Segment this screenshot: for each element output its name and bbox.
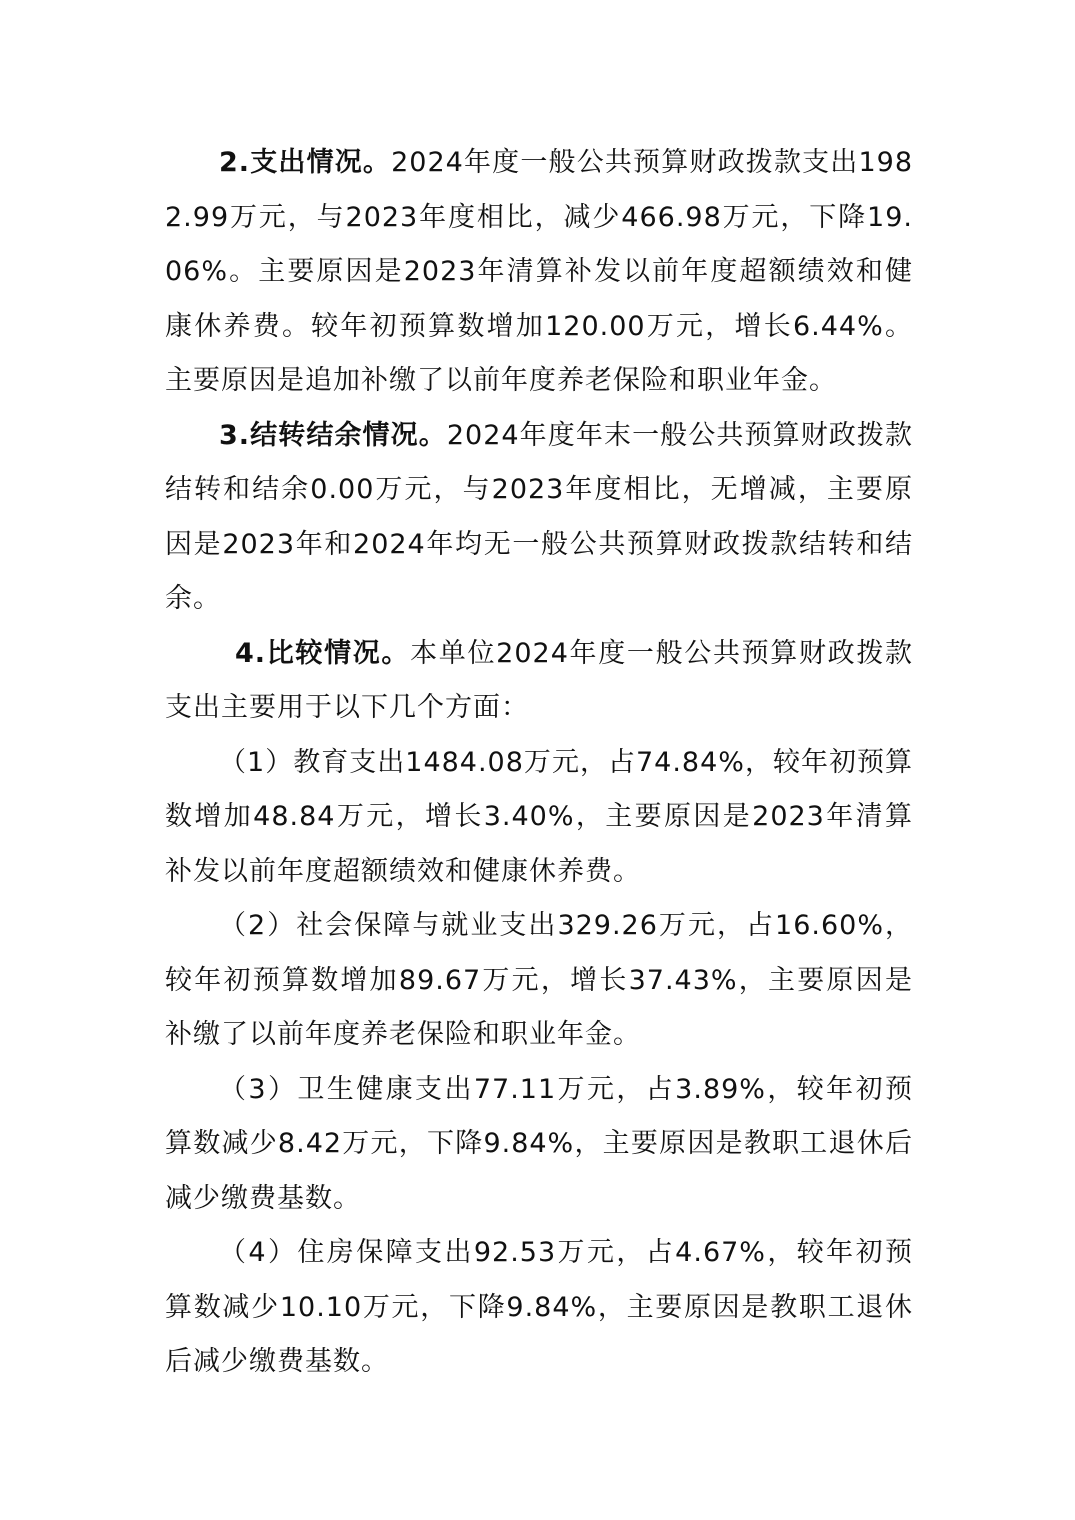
heading-carryover: 3.结转结余情况。 [219,419,447,451]
text-housing: （4）住房保障支出92.53万元，占4.67%，较年初预算数减少10.10万元，下降9.84%，主要原因是教职工退休后减少缴费基数。 [165,1237,913,1377]
heading-comparison: 4.比较情况。 [235,637,411,669]
text-social-security: （2）社会保障与就业支出329.26万元，占16.60%，较年初预算数增加89.67万元，增长37.43%，主要原因是补缴了以前年度养老保险和职业年金。 [165,910,913,1050]
paragraph-expenditure [165,136,913,409]
heading-expenditure: 2.支出情况。 [219,147,392,178]
paragraph-comparison [165,627,913,736]
paragraph-carryover [165,409,913,627]
text-education: （1）教育支出1484.08万元，占74.84%，较年初预算数增加48.84万元，增长3.40%，主要原因是2023年清算补发以前年度超额绩效和健康休养费。 [165,746,913,887]
document-body [165,136,913,1390]
text-carryover: 2024年度年末一般公共预算财政拨款结转和结余0.00万元，与2023年度相比，无增减，主要原因是2023年和2024年均无一般公共预算财政拨款结转和结余。 [165,419,913,614]
text-health: （3）卫生健康支出77.11万元，占3.89%，较年初预算数减少8.42万元，下降9.84%，主要原因是教职工退休后减少缴费基数。 [165,1073,913,1214]
paragraph-social-security [165,899,913,1063]
text-comparison: 本单位2024年度一般公共预算财政拨款支出主要用于以下几个方面： [165,637,914,723]
paragraph-health [165,1063,913,1227]
text-expenditure: 2024年度一般公共预算财政拨款支出1982.99万元，与2023年度相比，减少466.98万元，下降19.06%。主要原因是2023年清算补发以前年度超额绩效和健康休养费。较年初预算数增加120.00万元，增长6.44%。主要原因是追加补缴了以前年度养老保险和职业年金。 [165,147,914,396]
paragraph-housing [165,1226,913,1390]
paragraph-education [165,736,913,900]
